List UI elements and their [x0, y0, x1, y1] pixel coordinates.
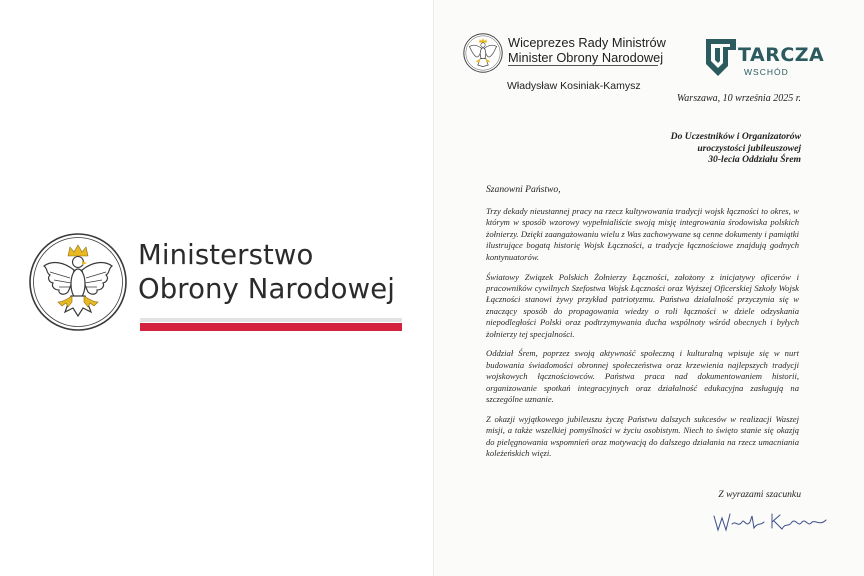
ministry-name-line2: Obrony Narodowej [138, 273, 395, 305]
signer-name: Władysław Kosiniak-Kamysz [507, 80, 641, 92]
letter-closing: Z wyrazami szacunku [718, 489, 801, 500]
letter-date: Warszawa, 10 września 2025 r. [676, 93, 801, 104]
letter-paragraph: Z okazji wyjątkowego jubileuszu życzę Państwu dalszych sukcesów w realizacji Waszej misji, a także wszelkiej pomyślności w życiu osobistym. Niech to święto stanie się okazją do pielęgnowania wspomnień oraz motywacją do dalszego działania na rzecz umacniania koleżeńskich więzi. [486, 414, 799, 459]
ministry-name [138, 238, 395, 306]
tarcza-logo-sub: WSCHÓD [744, 67, 789, 77]
letter-paragraph: Światowy Związek Polskich Żołnierzy Łączności, założony z inicjatywy oficerów i pracowników cywilnych Szefostwa Wojsk Łączności oraz Wyższej Oficerskiej Szkoły Wojsk Łączności stanowi żywy przykład patriotyzmu. Państwa działalność przyczynia się w znaczący sposób do propagowania wiedzy o roli łączności w dziele odzyskania niepodległości Polski oraz podtrzymywania ducha wspólnoty wśród obecnych i byłych żołnierzy tej specjalności. [486, 271, 799, 339]
letter-body [486, 206, 799, 468]
handwritten-signature-icon [712, 510, 828, 534]
letterhead-title-line1: Wiceprezes Rady Ministrów [508, 35, 666, 50]
ministry-name-line1: Ministerstwo [138, 239, 314, 271]
letter-paragraph: Trzy dekady nieustannej pracy na rzecz kultywowania tradycji wojsk łączności to okres, w którym w sposób wzorowy wypełnialiście swoją misję integrowania środowiska polskich żołnierzy. Dzięki zaangażowaniu wielu z Was zachowywane są cenne dokumenty i pamiątki ilustrujące bogatą historię Wojsk Łączności, a tradycje łącznościowe znajdują godnych kontynuatorów. [486, 206, 799, 262]
flag-stripe-red [140, 323, 402, 331]
ministry-logo-panel [0, 0, 430, 576]
letter-recipient [601, 131, 801, 166]
letterhead-title-line2: Minister Obrony Narodowej [508, 49, 664, 65]
polish-eagle-emblem-icon [28, 232, 128, 332]
letter-paragraph: Oddział Śrem, poprzez swoją aktywność społeczną i kulturalną wpisuje się w nurt budowania świadomości obronnej społeczeństwa oraz krzewienia najlepszych tradycji wojskowych łącznościowców. Państwa praca nad dokumentowaniem historii, organizowanie spotkań integracyjnych oraz działalność edukacyjna zasługują na szczególne uznanie. [486, 348, 799, 405]
recipient-line: 30-lecia Oddziału Śrem [708, 154, 801, 165]
letterhead-eagle-emblem-icon [463, 33, 503, 73]
recipient-line: Do Uczestników i Organizatorów [670, 131, 801, 142]
recipient-line: uroczystości jubileuszowej [697, 142, 801, 154]
tarcza-logo-word: TARCZA [738, 44, 825, 66]
letterhead-rule [508, 65, 658, 66]
flag-stripe-white [140, 318, 402, 322]
letter-greeting: Szanowni Państwo, [486, 184, 561, 195]
letterhead-title [508, 36, 666, 65]
